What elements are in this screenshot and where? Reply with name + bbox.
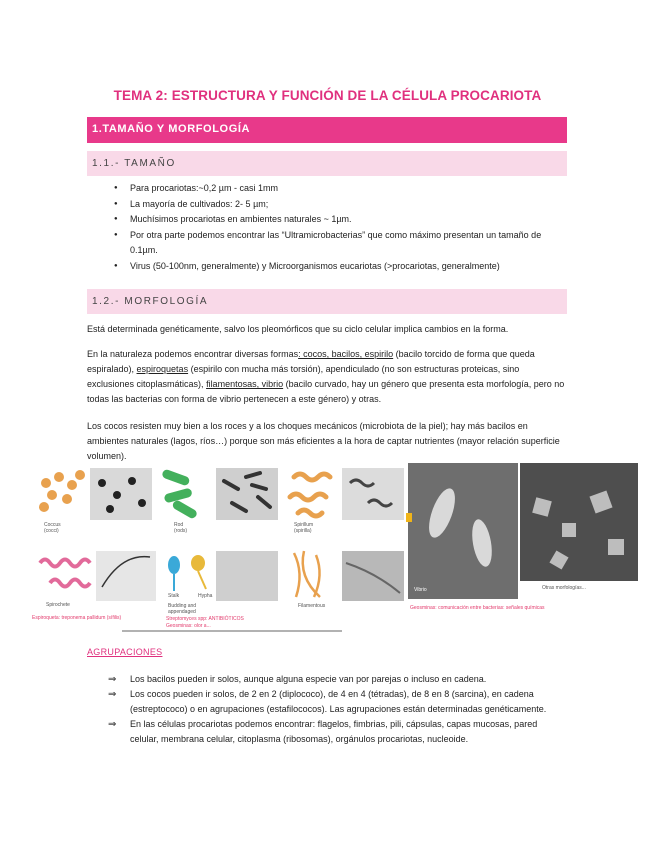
hypha-caption: Hypha [198, 593, 213, 599]
stalk-caption: Stalk [168, 593, 180, 599]
section-1-2-heading [87, 289, 567, 314]
spirillum-micrograph [342, 468, 404, 520]
budding-caption: Budding and appendaged [168, 603, 197, 615]
p2-underlined-3: filamentosas, vibrio [206, 379, 284, 389]
section-1-heading-text: 1.TAMAÑO Y MORFOLOGÍA [92, 123, 251, 135]
list-item: ● Virus (50-100nm, generalmente) y Microorganismos eucariotas (>procariotas, generalmente) [100, 259, 560, 275]
geosmina-note: Geosminas: olor a... [166, 623, 211, 629]
strepto-note: Streptomyces spp: ANTIBIÓTICOS [166, 616, 244, 622]
vibrio-micrograph [408, 463, 518, 599]
arrow-icon: ⇒ [108, 674, 117, 685]
spirillum-caption: Spirillum (spirilla) [294, 522, 314, 534]
section-1-heading [87, 117, 567, 143]
p2-text-d: (bacilo curvado, hay un género que presenta esta morfología, pero no todas las bacterias con forma de vibrio pertenecen a este género) y otras. [87, 379, 565, 404]
rod-caption: Rod (rods) [174, 522, 188, 534]
vibrio-caption: Vibrio [414, 587, 427, 593]
filamentous-caption: Filamentous [298, 603, 326, 609]
morphology-paragraph-1: Está determinada genéticamente, salvo los pleomórficos que su ciclo celular implica cambios en la forma. [87, 324, 509, 334]
spirochete-caption: Spirochete [46, 602, 70, 608]
list-item: ⇒ Los bacilos pueden ir solos, aunque alguna especie van por parejas o incluso en cadena. [108, 674, 487, 685]
morphology-paragraph-3: Los cocos resisten muy bien a los roces y a los choques mecánicos (microbiota de la piel); hay más bacilos en ambientes naturales (lagos, ríos…) porque son más eficientes a la hora de captar nutrientes (mayor relación superficie volumen). [87, 421, 560, 461]
coccus-illustration [39, 470, 85, 512]
p2-text-c: (espirilo con mucha más torsión), apendiculado (no son estructuras proteicas, sino exclusiones citoplasmáticas), [87, 364, 520, 389]
otras-micrograph [520, 463, 638, 581]
list-item: ● Para procariotas:~0,2 µm - casi 1mm [100, 181, 560, 197]
list-item: ⇒ En las células procariotas podemos encontrar: flagelos, fimbrias, pili, cápsulas, capas mucosas, pared celular, membrana celular, citoplasma (ribosomas), orgánulos procariotas, nucleoide. [108, 719, 538, 744]
page-title: TEMA 2: ESTRUCTURA Y FUNCIÓN DE LA CÉLULA PROCARIOTA [113, 88, 542, 103]
section-1-2-heading-text: 1.2.- MORFOLOGÍA [92, 296, 209, 307]
p2-underlined-2: espiroquetas [136, 364, 189, 374]
list-item: ● Por otra parte podemos encontrar las “Ultramicrobacterias” que como máximo presentan un tamaño de 0.1µm. [100, 228, 560, 259]
p2-text-a: En la naturaleza podemos encontrar diversas formas [87, 349, 299, 359]
spirochete-illustration [40, 560, 90, 587]
budding-illustration [168, 555, 206, 591]
section-1-1-heading-text: 1.1.- TAMAÑO [92, 158, 176, 169]
filamentous-micrograph [342, 551, 404, 601]
size-bullet-list [100, 181, 560, 274]
otras-caption: Otras morfologías... [542, 585, 586, 591]
agrupaciones-heading: AGRUPACIONES [87, 647, 163, 657]
spirochete-micrograph [96, 551, 156, 601]
geosmina-note-2: Geosminas: comunicación entre bacterias: señales químicas [410, 605, 545, 611]
arrow-icon: ⇒ [108, 719, 117, 730]
budding-micrograph [216, 551, 278, 601]
list-item: ● La mayoría de cultivados: 2- 5 µm; [100, 197, 560, 213]
agrupaciones-list [108, 672, 558, 747]
espiroqueta-note: Espiroqueta: treponema pallidum (sífilis) [32, 615, 122, 621]
arrow-icon: ⇒ [108, 689, 117, 700]
morphology-figure-svg [32, 463, 638, 633]
list-item: ⇒ Los cocos pueden ir solos, de 2 en 2 (diplococo), de 4 en 4 (tétradas), de 8 en 8 (sarcina), en cadena (estreptococo) o en agrupaciones (estafilococos). Las agrupaciones están determinadas genéticamente. [108, 689, 547, 714]
morphology-figure [32, 463, 638, 633]
p2-underlined-1: : cocos, bacilos, espirilo [298, 349, 394, 359]
rod-illustration [161, 468, 198, 519]
coccus-micrograph [90, 468, 152, 520]
vibrio-marker [406, 513, 412, 522]
section-1-1-heading [87, 151, 567, 176]
list-item: ● Muchísimos procariotas en ambientes naturales ~ 1µm. [100, 212, 560, 228]
morphology-paragraph-2 [87, 347, 567, 407]
spirillum-illustration [290, 474, 330, 516]
p2-text-b: (bacilo torcido de forma que queda espiralado), [87, 349, 535, 374]
coccus-caption: Coccus (cocci) [44, 522, 61, 534]
filamentous-illustration [294, 551, 320, 597]
